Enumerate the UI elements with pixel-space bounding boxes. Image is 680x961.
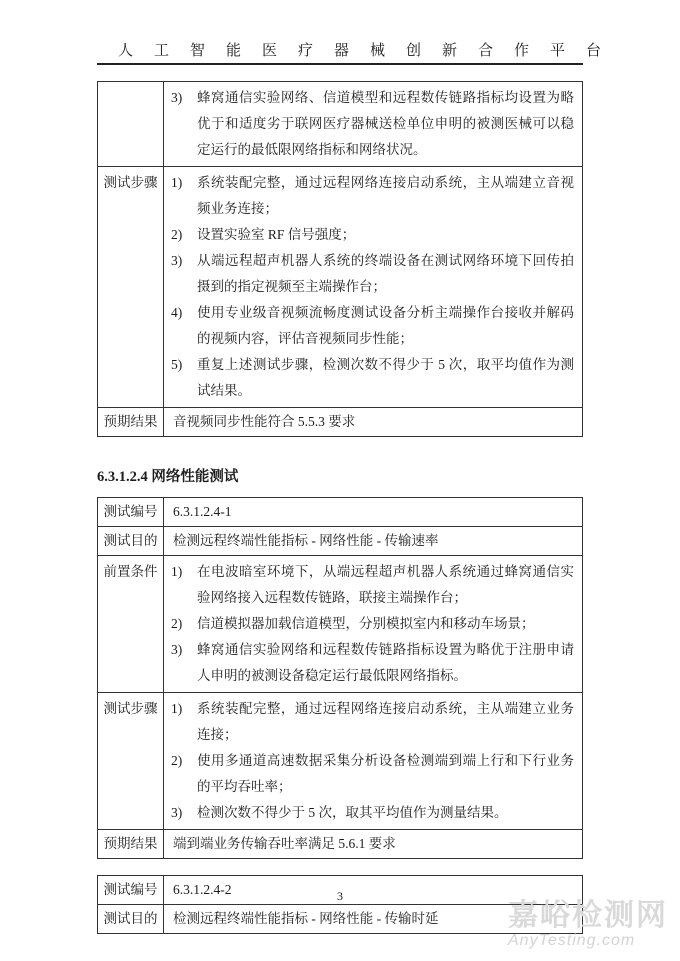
test-table-2	[97, 497, 583, 859]
list-item-text: 使用多通道高速数据采集分析设备检测端到端上行和下行业务的平均吞吐率；	[197, 753, 574, 794]
row-label: 前置条件	[98, 556, 164, 693]
list-item	[171, 352, 574, 404]
row-value: 音视频同步性能符合 5.5.3 要求	[164, 408, 583, 437]
list-item-number: 2)	[171, 227, 183, 242]
row-label: 测试步骤	[98, 167, 164, 408]
list-item-text: 蜂窝通信实验网络、信道模型和远程数传链路指标均设置为略优于和适度劣于联网医疗器械送检单位申明的被测医械可以稳定运行的最低限网络指标和网络状况。	[197, 90, 574, 157]
table-row	[98, 527, 583, 556]
list-item-number: 3)	[171, 805, 183, 820]
list-item	[171, 248, 574, 300]
list-item-number: 3)	[171, 90, 183, 105]
list-item	[171, 748, 574, 800]
list-item-text: 蜂窝通信实验网络和远程数传链路指标设置为略优于注册申请人申明的被测设备稳定运行最低限网络指标。	[197, 642, 574, 683]
list-item	[171, 85, 574, 163]
list-item-text: 信道模拟器加载信道模型，分别模拟室内和移动车场景；	[197, 616, 535, 631]
list-item-text: 重复上述测试步骤，检测次数不得少于 5 次，取平均值作为测试结果。	[197, 357, 574, 398]
row-value: 检测远程终端性能指标 - 网络性能 - 传输时延	[164, 905, 583, 934]
table-row	[98, 830, 583, 859]
row-value: 端到端业务传输吞吐率满足 5.6.1 要求	[164, 830, 583, 859]
header-title: 人工智能医疗器械创新合作平台	[118, 43, 623, 59]
list-item-text: 从端远程超声机器人系统的终端设备在测试网络环境下回传拍摄到的指定视频至主端操作台；	[197, 253, 574, 294]
watermark-site-name: 嘉峪检测网	[508, 899, 668, 932]
list-item-text: 在电波暗室环境下，从端远程超声机器人系统通过蜂窝通信实验网络接入远程数传链路，联接主端操作台；	[197, 564, 574, 605]
list-item-text: 系统装配完整，通过远程网络连接启动系统，主从端建立音视频业务连接；	[197, 175, 574, 216]
row-label: 测试编号	[98, 876, 164, 905]
table-row	[98, 408, 583, 437]
list-item-number: 1)	[171, 175, 183, 190]
list-item	[171, 637, 574, 689]
row-label: 测试目的	[98, 527, 164, 556]
table-row	[98, 82, 583, 167]
row-content	[164, 556, 583, 693]
list-item-text: 设置实验室 RF 信号强度；	[197, 227, 356, 242]
row-label: 预期结果	[98, 408, 164, 437]
row-label: 测试编号	[98, 498, 164, 527]
list-item-number: 3)	[171, 642, 183, 657]
page-number: 3	[337, 889, 343, 903]
list-item	[171, 800, 574, 826]
table-row	[98, 556, 583, 693]
test-table-1	[97, 81, 583, 437]
table-row	[98, 167, 583, 408]
list-item-number: 2)	[171, 616, 183, 631]
row-label: 测试目的	[98, 905, 164, 934]
list-item	[171, 170, 574, 222]
list-item-text: 使用专业级音视频流畅度测试设备分析主端操作台接收并解码的视频内容，评估音视频同步性能；	[197, 305, 574, 346]
list-item	[171, 611, 574, 637]
watermark-url: AnyTesting.com	[508, 932, 636, 949]
row-content	[164, 167, 583, 408]
list-item-number: 5)	[171, 357, 183, 372]
list-item-number: 3)	[171, 253, 183, 268]
list-item	[171, 222, 574, 248]
list-item-text: 检测次数不得少于 5 次，取其平均值作为测量结果。	[197, 805, 508, 820]
list-item-number: 1)	[171, 701, 183, 716]
list-item-number: 2)	[171, 753, 183, 768]
row-label: 测试步骤	[98, 693, 164, 830]
table-row	[98, 498, 583, 527]
page-header	[97, 42, 623, 65]
header-rule	[97, 63, 583, 65]
list-item	[171, 696, 574, 748]
row-value: 6.3.1.2.4-2	[164, 876, 583, 905]
watermark	[508, 900, 668, 949]
table-row	[98, 693, 583, 830]
row-value: 检测远程终端性能指标 - 网络性能 - 传输速率	[164, 527, 583, 556]
row-label: 预期结果	[98, 830, 164, 859]
section-heading: 6.3.1.2.4 网络性能测试	[97, 469, 239, 485]
row-content	[164, 693, 583, 830]
list-item-number: 4)	[171, 305, 183, 320]
row-label	[98, 82, 164, 167]
list-item-number: 1)	[171, 564, 183, 579]
list-item	[171, 559, 574, 611]
list-item-text: 系统装配完整，通过远程网络连接启动系统，主从端建立业务连接；	[197, 701, 574, 742]
row-content	[164, 82, 583, 167]
row-value: 6.3.1.2.4-1	[164, 498, 583, 527]
list-item	[171, 300, 574, 352]
